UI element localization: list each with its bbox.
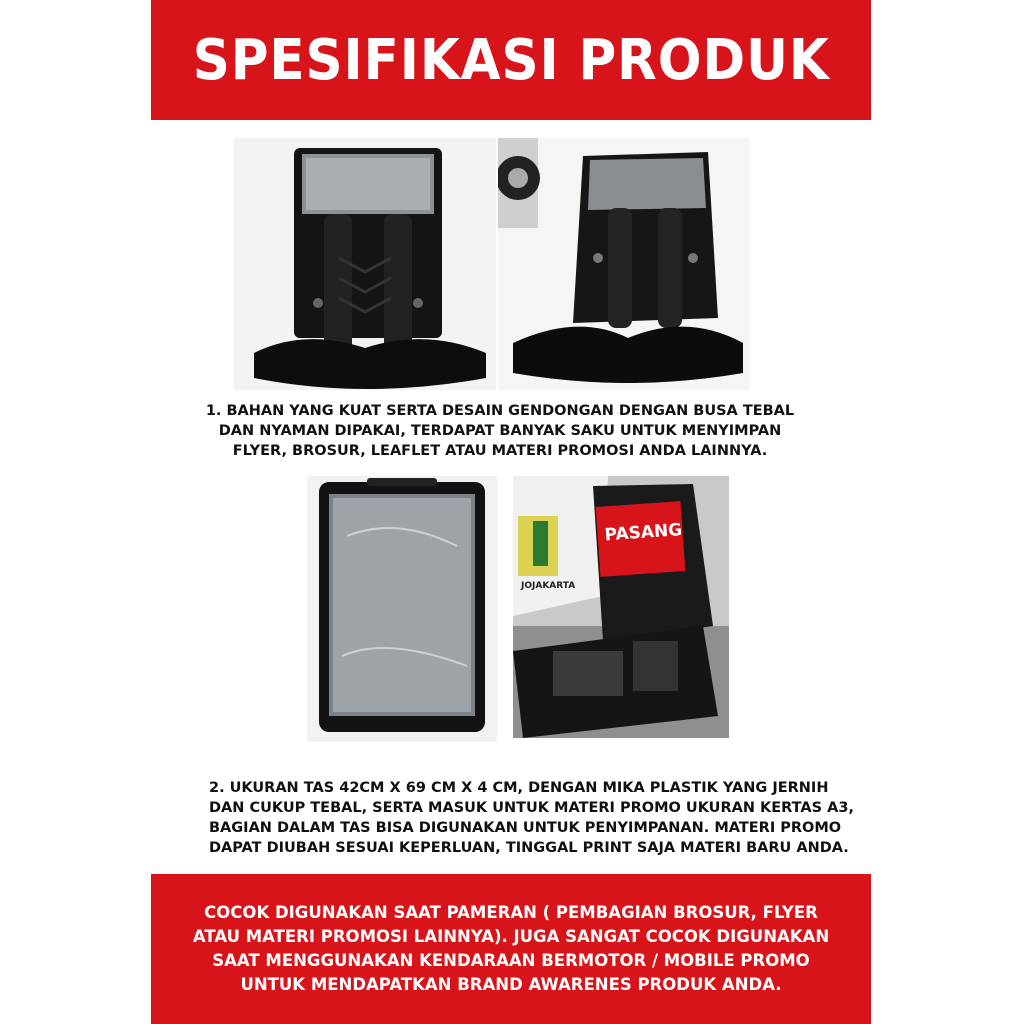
product-photo-window (307, 476, 497, 742)
title-banner (151, 0, 871, 120)
spec-2-line: DAN CUKUP TEBAL, SERTA MASUK UNTUK MATERI PROMO UKURAN KERTAS A3, (209, 800, 854, 816)
shirt-text: JOJAKARTA (521, 581, 576, 591)
footer-line: COCOK DIGUNAKAN SAAT PAMERAN ( PEMBAGIAN BROSUR, FLYER (204, 903, 818, 922)
footer-line: SAAT MENGGUNAKAN KENDARAAN BERMOTOR / MOBILE PROMO (212, 951, 810, 970)
page-title: SPESIFIKASI PRODUK (192, 27, 830, 93)
spec-caption-1 (180, 401, 820, 461)
spec-2-line: BAGIAN DALAM TAS BISA DIGUNAKAN UNTUK PENYIMPANAN. MATERI PROMO (209, 820, 842, 836)
footer-line: ATAU MATERI PROMOSI LAINNYA). JUGA SANGAT COCOK DIGUNAKAN (192, 927, 830, 946)
spec-1-line: 1. BAHAN YANG KUAT SERTA DESAIN GENDONGAN DENGAN BUSA TEBAL (205, 403, 795, 419)
product-photo-open (513, 476, 729, 738)
spec-2-line: 2. UKURAN TAS 42CM X 69 CM X 4 CM, DENGAN MIKA PLASTIK YANG JERNIH (209, 780, 829, 796)
product-photo-back (234, 138, 496, 390)
spec-caption-2 (209, 778, 854, 858)
spec-2-line: DAPAT DIUBAH SESUAI KEPERLUAN, TINGGAL PRINT SAJA MATERI BARU ANDA. (209, 840, 849, 856)
spec-1-line: DAN NYAMAN DIPAKAI, TERDAPAT BANYAK SAKU UNTUK MENYIMPAN (218, 423, 782, 439)
footer-line: UNTUK MENDAPATKAN BRAND AWARENES PRODUK ANDA. (240, 975, 782, 994)
footer-banner (151, 874, 871, 1024)
spec-1-line: FLYER, BROSUR, LEAFLET ATAU MATERI PROMOSI ANDA LAINNYA. (232, 443, 768, 459)
product-photo-angle (498, 138, 750, 390)
poster-sign-text: PASANG (603, 520, 683, 546)
